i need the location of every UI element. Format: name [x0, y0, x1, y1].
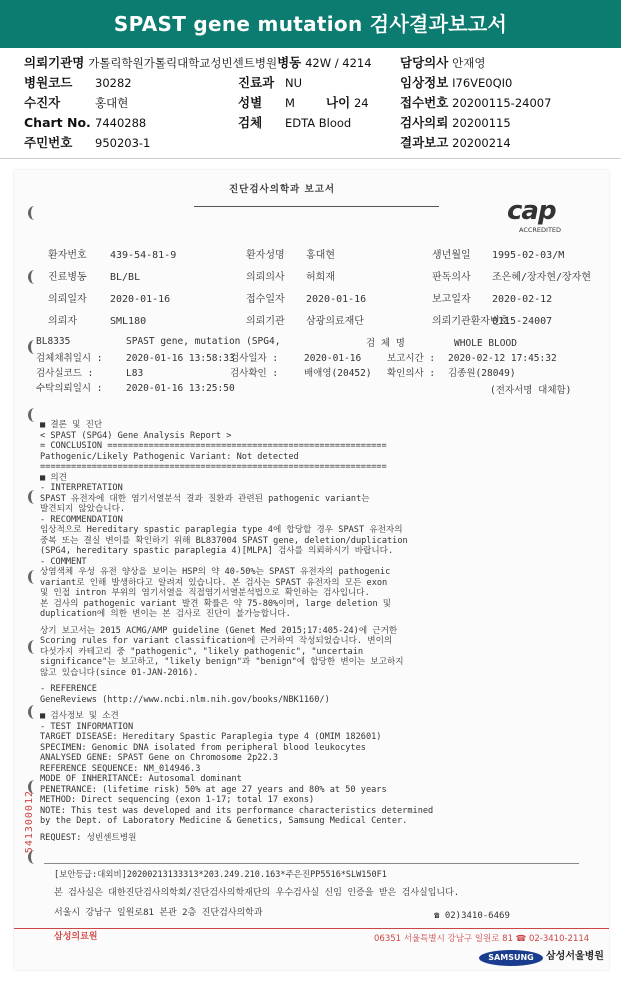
report-line: 중복 또는 결실 변이를 확인하기 위해 BL837004 SPAST gene, deletion/duplication: [40, 535, 408, 546]
header-row: [400, 54, 485, 72]
header-label: 진료과: [238, 75, 275, 90]
scan-title: 진단검사의학과 보고서: [229, 184, 336, 195]
report-line: = CONCLUSION ======================================================: [40, 441, 387, 451]
info-value: 삼광의료재단: [306, 316, 364, 327]
cap-accredited: ACCREDITED: [519, 226, 562, 234]
divider: [0, 158, 621, 159]
report-line: 다섯가지 카테고리 중 "pathogenic", "likely pathogenic", "uncertain: [40, 646, 364, 657]
report-line: ===================================================================: [40, 462, 387, 472]
time-label: 확인의사 :: [387, 368, 436, 379]
info-label: 의뢰기관환자번호: [432, 316, 510, 327]
time-value: 김종원(28049): [448, 368, 516, 379]
info-value: 홍대현: [306, 250, 335, 261]
info-label: 의뢰기관: [246, 316, 285, 327]
info-value: 2020-01-16: [110, 294, 171, 305]
time-label: 검사일자 :: [230, 353, 279, 364]
header-value: 20200214: [452, 136, 511, 150]
report-line: TARGET DISEASE: Hereditary Spastic Paraplegia type 4 (OMIM 182601): [40, 732, 382, 742]
header-value: EDTA Blood: [285, 116, 352, 130]
divider: [44, 863, 579, 864]
info-value: 2020-01-16: [306, 294, 367, 305]
time-value: 2020-01-16 13:58:33: [126, 353, 235, 364]
report-line: 않고 있습니다(since 01-JAN-2016).: [40, 667, 199, 678]
header-value: 안재영: [452, 56, 486, 70]
header-label: 병동: [277, 55, 302, 70]
info-value: 0115-24007: [492, 316, 553, 327]
header-label: 검사의뢰: [400, 115, 449, 130]
header-label: 주민번호: [24, 135, 73, 150]
time-value: 2020-02-12 17:45:32: [448, 353, 557, 364]
report-line: by the Dept. of Laboratory Medicine & Genetics, Samsung Medical Center.: [40, 816, 408, 826]
header-label: Chart No.: [24, 115, 91, 130]
header-label: 수진자: [24, 95, 61, 110]
header-label: 결과보고: [400, 135, 449, 150]
header-label: 담당의사: [400, 55, 449, 70]
info-label: 접수일자: [246, 294, 285, 305]
info-label: 의뢰의사: [246, 272, 285, 283]
header-value: 20200115-24007: [452, 96, 552, 110]
info-label: 의뢰일자: [48, 294, 87, 305]
report-line: - INTERPRETATION: [40, 483, 123, 493]
cap-logo: [501, 190, 583, 240]
info-value: SML180: [110, 316, 147, 327]
header-value: 42W / 4214: [305, 56, 372, 70]
report-line: SPECIMEN: Genomic DNA isolated from peripheral blood leukocytes: [40, 742, 366, 753]
report-line: variant로 인해 발생하다고 알려져 있습니다. 본 검사는 SPAST 유전자의 모든 exon: [40, 577, 388, 588]
time-value: L83: [126, 368, 144, 379]
header-row: [24, 54, 372, 72]
report-line: - REFERENCE: [40, 684, 97, 694]
vertical-code: 541300012: [24, 790, 35, 854]
header-value: NU: [285, 76, 303, 90]
time-label: 수탁의뢰일시 :: [36, 383, 103, 394]
header-label: 나이: [326, 95, 351, 110]
footer-address: 06351 서울특별시 강남구 일원로 81 ☎ 02-3410-2114: [374, 934, 590, 944]
scanned-report: [14, 170, 609, 970]
security-string: [보안등급:대외비]20200213133313*203.249.210.163*주은진PP5516*SLW150F1: [54, 870, 387, 880]
report-title: SPAST gene mutation 검사결과보고서: [0, 0, 621, 48]
report-line: REQUEST: 성빈센트병원: [40, 832, 137, 843]
info-label: 환자번호: [48, 250, 87, 261]
binder-hole-icon: [28, 270, 41, 284]
header-label: 의뢰기관명: [24, 55, 85, 70]
header-value: 가톨릭학원가톨릭대학교성빈센트병원: [88, 56, 278, 70]
report-line: METHOD: Direct sequencing (exon 1-17; total 17 exons): [40, 795, 315, 805]
binder-hole-icon: [28, 206, 41, 220]
header-value: 30282: [95, 76, 132, 90]
title-underline: [194, 206, 439, 207]
footer-line: [14, 928, 609, 929]
report-line: 상염색체 우성 유전 양상을 보이는 HSP의 약 40-50%는 SPAST 유전자의 pathogenic: [40, 567, 391, 577]
report-line: GeneReviews (http://www.ncbi.nlm.nih.gov/books/NBK1160/): [40, 694, 330, 705]
smc-logo-text: 삼성서울병원: [546, 951, 604, 962]
header-value: M: [285, 96, 295, 110]
report-line: Pathogenic/Likely Pathogenic Variant: Not detected: [40, 451, 299, 462]
report-line: 및 인접 intron 부위의 염기서열을 직접염기서열분석법으로 확인하는 검사입니다.: [40, 588, 370, 598]
report-line: duplication에 의한 변이는 본 검사로 진단이 불가능합니다.: [40, 609, 291, 619]
time-value: 2020-01-16: [304, 353, 362, 364]
esign-note: (전자서명 대체함): [490, 385, 572, 396]
time-label: 보고시간 :: [387, 353, 436, 364]
report-line: MODE OF INHERITANCE: Autosomal dominant: [40, 774, 242, 784]
info-label: 진료병동: [48, 272, 87, 283]
report-line: < SPAST (SPG4) Gene Analysis Report >: [40, 430, 232, 441]
report-line: (SPG4, hereditary spastic paraplegia 4)[MLPA] 검사를 의뢰하시기 바랍니다.: [40, 546, 394, 556]
samsung-logo: SAMSUNG: [479, 950, 543, 966]
specimen-value: WHOLE BLOOD: [454, 338, 517, 349]
report-line: - TEST INFORMATION: [40, 721, 134, 732]
header-label: 성별: [238, 95, 263, 110]
report-line: ANALYSED GENE: SPAST Gene on Chromosome 2p22.3: [40, 753, 278, 763]
report-line: - RECOMMENDATION: [40, 514, 123, 525]
specimen-label: 검 체 명: [366, 338, 405, 349]
time-label: 검체채취일시 :: [36, 353, 103, 364]
header-value: I76VE0QI0: [452, 76, 513, 90]
header-label: 병원코드: [24, 75, 73, 90]
time-value: 2020-01-16 13:25:50: [126, 383, 235, 394]
time-label: 검사실코드 :: [36, 368, 94, 379]
report-line: NOTE: This test was developed and its performance characteristics determined: [40, 805, 434, 816]
header-value: 950203-1: [95, 136, 151, 150]
info-label: 의뢰자: [48, 316, 77, 327]
info-value: BL/BL: [110, 272, 141, 283]
certification-text: 본 검사실은 대한진단검사의학회/진단검사의학재단의 우수검사실 신임 인증을 받은 검사실입니다.: [54, 888, 460, 898]
report-line: 본 검사의 pathogenic variant 발견 확률은 약 75-80%이며, large deletion 및: [40, 598, 392, 609]
info-label: 보고일자: [432, 294, 471, 305]
report-line: 상기 보고서는 2015 ACMG/AMP guideline (Genet Med 2015;17:405-24)에 근거한: [40, 625, 398, 636]
header-label: 임상정보: [400, 75, 449, 90]
info-value: 허희재: [306, 272, 335, 283]
info-value: 2020-02-12: [492, 294, 553, 305]
cap-logo-text: cap: [507, 196, 556, 226]
test-code: BL8335: [36, 336, 71, 347]
header-label: 검체: [238, 115, 263, 130]
info-label: 판독의사: [432, 272, 471, 283]
report-line: ■ 검사정보 및 소견: [40, 711, 119, 721]
info-value: 조은혜/장자현/장자현: [492, 272, 591, 283]
report-line: ■ 의견: [40, 472, 67, 483]
info-value: 1995-02-03/M: [492, 250, 565, 261]
test-name: SPAST gene, mutation (SPG4,: [126, 336, 281, 347]
info-label: 생년월일: [432, 250, 471, 261]
lab-phone: ☎ 02)3410-6469: [434, 911, 510, 921]
time-label: 검사확인 :: [230, 368, 279, 379]
report-line: ■ 결론 및 진단: [40, 420, 103, 430]
report-line: 임상적으로 Hereditary spastic paraplegia type 4에 합당할 경우 SPAST 유전자의: [40, 525, 403, 535]
report-line: SPAST 유전자에 대한 염기서열분석 결과 질환과 관련된 pathogenic variant는: [40, 493, 370, 504]
header-value: 홍대현: [95, 96, 129, 110]
header-value: 20200115: [452, 116, 511, 130]
header-label: 접수번호: [400, 95, 449, 110]
report-line: 발견되지 않았습니다.: [40, 504, 126, 514]
info-label: 환자성명: [246, 250, 285, 261]
report-line: Scoring rules for variant classification에 근거하여 작성되었습니다. 변이의: [40, 636, 393, 646]
report-line: REFERENCE SEQUENCE: NM_014946.3: [40, 763, 201, 774]
report-line: - COMMENT: [40, 556, 87, 567]
info-value: 439-54-81-9: [110, 250, 177, 261]
report-line: PENETRANCE: (lifetime risk) 50% at age 27 years and 80% at 50 years: [40, 784, 387, 795]
lab-address: 서울시 강남구 일원로81 본관 2층 진단검사의학과: [54, 908, 263, 918]
time-value: 배애영(20452): [304, 368, 372, 379]
report-line: significance"는 보고하고, "likely benign"과 "benign"에 합당한 변이는 보고하지: [40, 657, 404, 667]
header-value: 7440288: [95, 116, 147, 130]
header-value: 24: [353, 96, 369, 110]
footer-hospital: 삼성의료원: [54, 932, 98, 942]
